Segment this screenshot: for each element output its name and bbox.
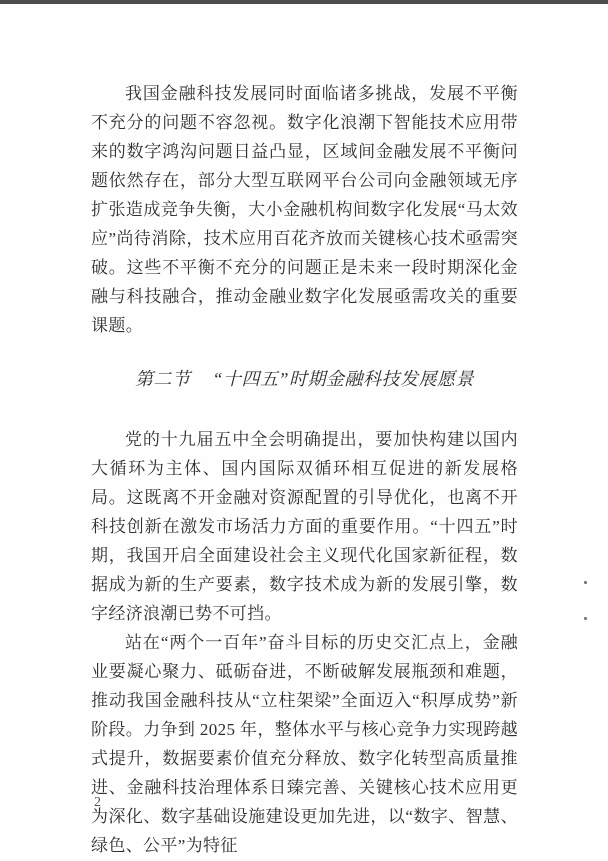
- paragraph-vision-2025: 站在“两个一百年”奋斗目标的历史交汇点上，金融业要凝心聚力、砥砺奋进，不断破解发展瓶颈和难题，推动我国金融科技从“立柱架梁”全面迈入“积厚成势”新阶段。力争到 2025 年，整体水平与核心竞争力实现跨越式提升，数据要素价值充分释放、数字化转型高质量推进、金融科技治理体系日臻完善、关键核心技术应用更为深化、数字基础设施建设更加先进，以“数字、智慧、绿色、公平”为特征: [91, 633, 518, 855]
- paragraph-plenum: 党的十九届五中全会明确提出，要加快构建以国内大循环为主体、国内国际双循环相互促进的新发展格局。这既离不开金融对资源配置的引导优化，也离不开科技创新在激发市场活力方面的重要作用。“十四五”时期，我国开启全面建设社会主义现代化国家新征程，数据成为新的生产要素，数字技术成为新的发展引擎，数字经济浪潮已势不可挡。: [91, 430, 518, 623]
- page-number: 2: [94, 795, 101, 810]
- section-title: “十四五”时期金融科技发展愿景: [212, 369, 475, 389]
- page-content: [91, 79, 518, 860]
- section-heading: [91, 365, 518, 394]
- scan-top-edge: [0, 0, 608, 4]
- scan-speck: [584, 617, 587, 620]
- section-number: 第二节: [134, 369, 191, 389]
- scan-speck: [584, 581, 587, 584]
- paragraph-challenges: 我国金融科技发展同时面临诸多挑战，发展不平衡不充分的问题不容忽视。数字化浪潮下智能技术应用带来的数字鸿沟问题日益凸显，区域间金融发展不平衡问题依然存在，部分大型互联网平台公司向金融领域无序扩张造成竞争失衡，大小金融机构间数字化发展“马太效应”尚待消除，技术应用百花齐放而关键核心技术亟需突破。这些不平衡不充分的问题正是未来一段时期深化金融与科技融合，推动金融业数字化发展亟需攻关的重要课题。: [91, 84, 518, 335]
